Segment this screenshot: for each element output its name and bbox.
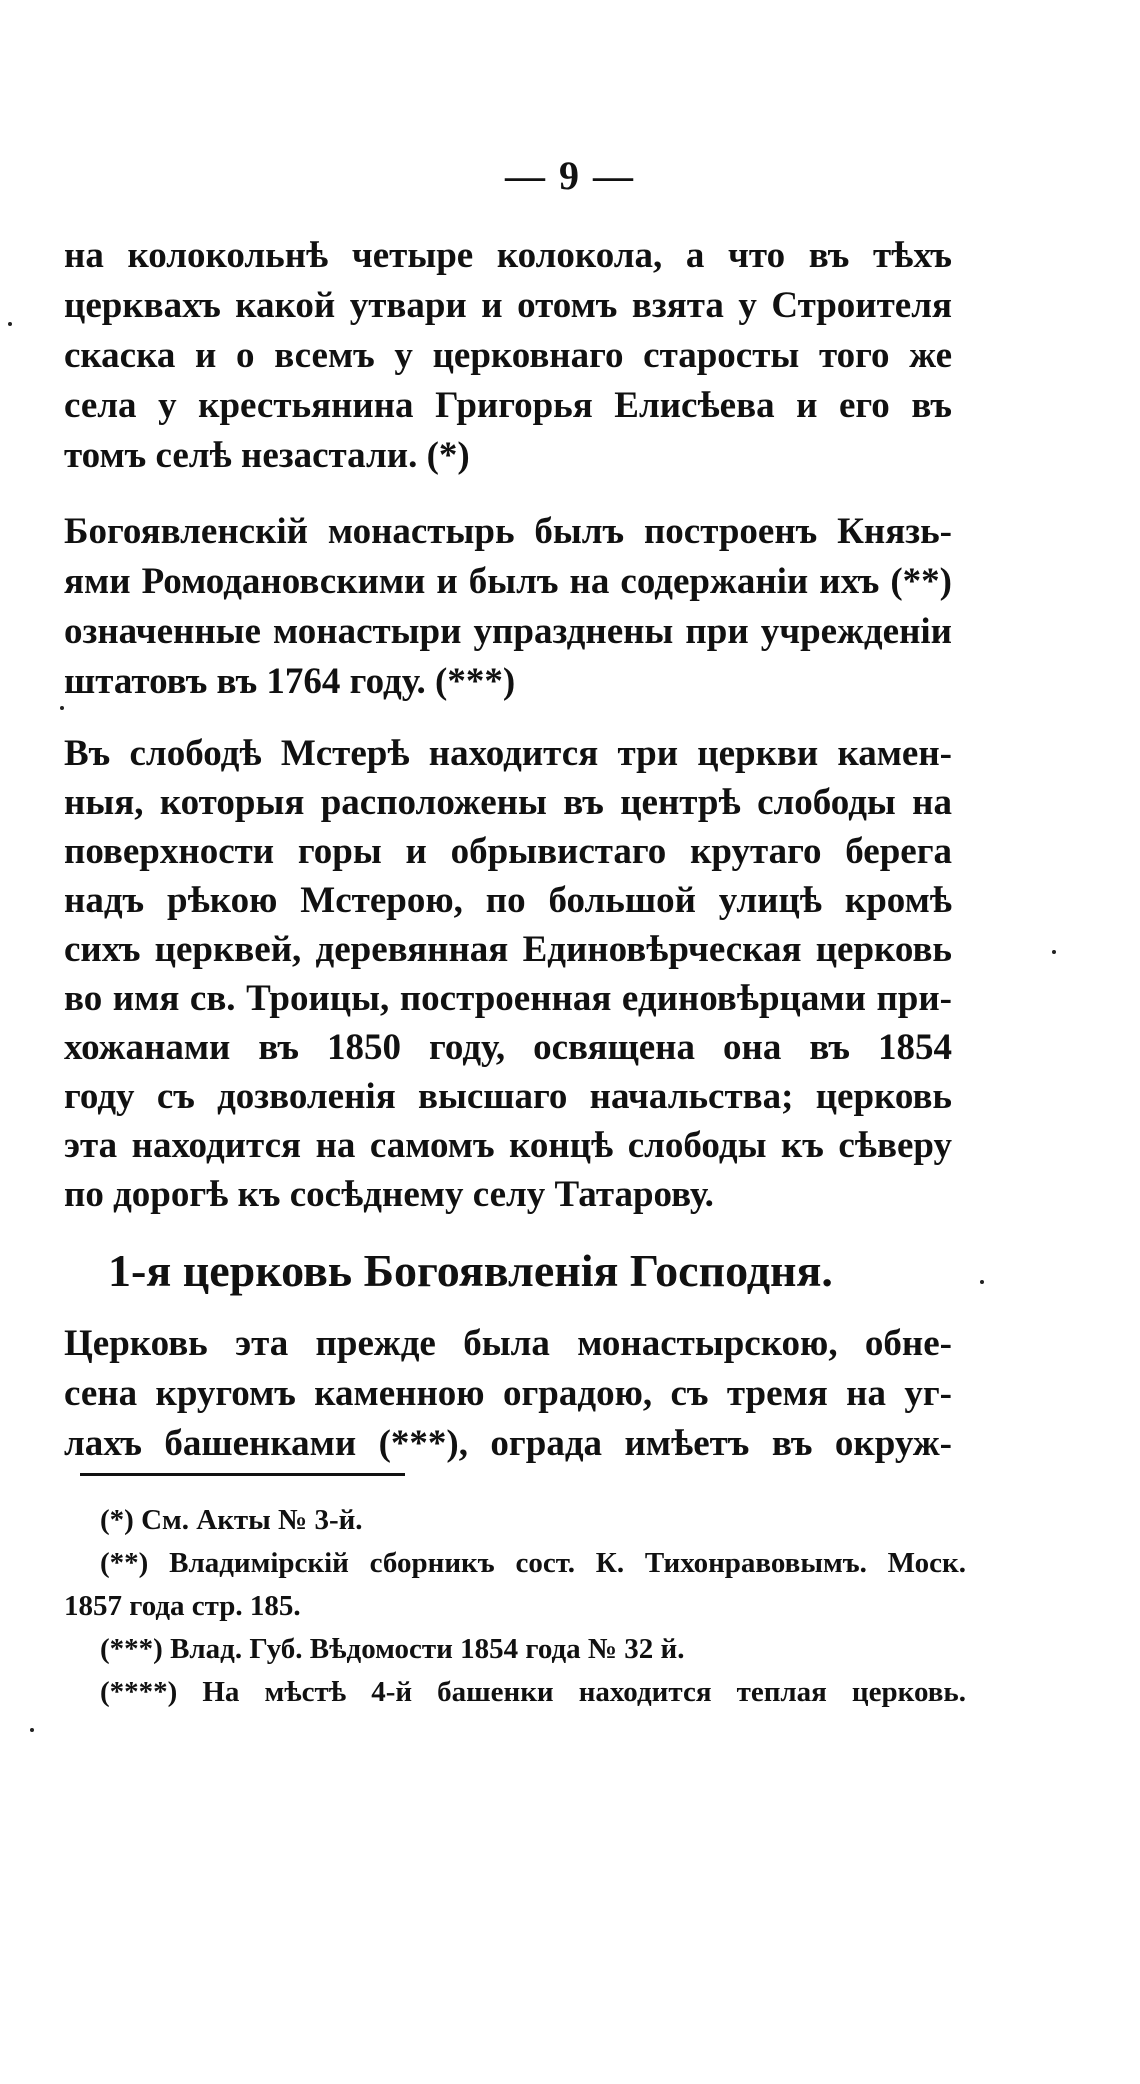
- text-line: году съ дозволенія высшаго начальства; церковь: [64, 1076, 952, 1117]
- text-line: хожанами въ 1850 году, освящена она въ 1854: [64, 1027, 952, 1068]
- text-line: ями Ромодановскими и былъ на содержаніи ихъ (**): [64, 561, 952, 602]
- section-heading: 1-я церковь Богоявленія Господня.: [108, 1245, 833, 1296]
- footnote: (****) На мѣстѣ 4-й башенки находится теплая церковь.: [100, 1676, 966, 1708]
- text-line: томъ селѣ незастали. (*): [64, 435, 470, 476]
- text-line: на колокольнѣ четыре колокола, а что въ тѣхъ: [64, 235, 952, 276]
- text-line: скаска и о всемъ у церковнаго старосты того же: [64, 335, 952, 376]
- text-line: штатовъ въ 1764 году. (***): [64, 661, 516, 702]
- text-line: лахъ башенками (***), ограда имѣетъ въ окруж-: [64, 1423, 952, 1464]
- text-line: эта находится на самомъ концѣ слободы къ сѣверу: [64, 1125, 952, 1166]
- text-line: поверхности горы и обрывистаго крутаго берега: [64, 831, 952, 872]
- text-line: надъ рѣкою Мстерою, по большой улицѣ кромѣ: [64, 880, 952, 921]
- footnote: (*) См. Акты № 3-й.: [100, 1504, 363, 1536]
- scan-speck: [30, 1728, 34, 1732]
- text-line: Въ слободѣ Мстерѣ находится три церкви камен-: [64, 733, 952, 774]
- text-line: сихъ церквей, деревянная Единовѣрческая церковь: [64, 929, 952, 970]
- page-number: — 9 —: [505, 153, 635, 198]
- text-line: по дорогѣ къ сосѣднему селу Татарову.: [64, 1174, 714, 1215]
- scan-speck: [980, 1280, 984, 1284]
- footnote: (**) Владимірскій сборникъ сост. К. Тихонравовымъ. Моск.: [100, 1547, 966, 1579]
- footnote: 1857 года стр. 185.: [64, 1590, 301, 1622]
- text-line: церквахъ какой утвари и отомъ взята у Строителя: [64, 285, 952, 326]
- footnote: (***) Влад. Губ. Вѣдомости 1854 года № 32 й.: [100, 1633, 685, 1665]
- footnote-divider: [80, 1473, 405, 1476]
- scan-speck: [8, 322, 12, 326]
- text-line: означенные монастыри упразднены при учрежденіи: [64, 611, 952, 652]
- text-line: Церковь эта прежде была монастырскою, обне-: [64, 1323, 952, 1364]
- scan-speck: [1052, 950, 1056, 954]
- text-line: ныя, которыя расположены въ центрѣ слободы на: [64, 782, 952, 823]
- text-line: Богоявленскій монастырь былъ построенъ Князь-: [64, 511, 952, 552]
- scan-speck: [60, 706, 64, 710]
- text-line: сена кругомъ каменною оградою, съ тремя на уг-: [64, 1373, 952, 1414]
- text-line: села у крестьянина Григорья Елисѣева и его въ: [64, 385, 952, 426]
- text-line: во имя св. Троицы, построенная единовѣрцами при-: [64, 978, 952, 1019]
